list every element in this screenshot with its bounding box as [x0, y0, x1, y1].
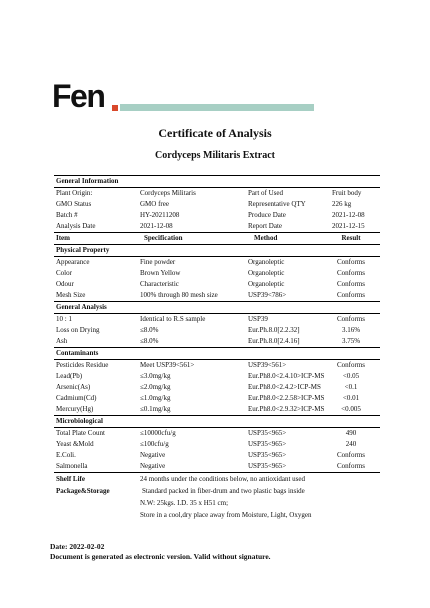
shelf-life-row: [54, 473, 380, 485]
table-row: [54, 393, 380, 404]
table-row: [54, 325, 380, 336]
cell: Organoleptic: [248, 269, 285, 277]
section-heading-text: General Information: [56, 177, 119, 185]
cell: Total Plate Count: [56, 429, 105, 437]
cell: Fine powder: [140, 258, 176, 266]
general-info-row: [54, 199, 380, 210]
cell: Part of Used: [248, 189, 283, 197]
cell: <0.01: [342, 394, 360, 402]
section-heading-text: Microbiological: [56, 417, 103, 425]
cell: GMO free: [140, 200, 169, 208]
cell: Analysis Date: [56, 222, 96, 230]
section-heading-text: Physical Property: [56, 246, 110, 254]
general-info-row: [54, 210, 380, 221]
cell: 2021-12-15: [332, 222, 365, 230]
cell: Identical to R.S sample: [140, 315, 206, 323]
cell: 3.75%: [341, 337, 361, 345]
document-title: Certificate of Analysis: [158, 126, 272, 140]
cell: Conforms: [337, 462, 365, 470]
cell: 2021-12-08: [140, 222, 173, 230]
cell: Appearance: [56, 258, 90, 266]
cell: ≤8.0%: [140, 326, 159, 334]
cell: Eur.Ph8.0<2.4.2>ICP-MS: [248, 383, 321, 391]
cell: 240: [345, 440, 357, 448]
column-header-row: [54, 233, 380, 244]
document-date: Date: 2022-02-02: [50, 542, 105, 551]
cell: Eur.Ph8.0<2.2.58>ICP-MS: [248, 394, 325, 402]
table-row: [54, 461, 380, 472]
cell: ≤1.0mg/kg: [140, 394, 171, 402]
general-info-row: [54, 188, 380, 199]
section-heading: [54, 348, 380, 359]
table-row: [54, 279, 380, 290]
cell: Conforms: [337, 451, 365, 459]
cell: Produce Date: [248, 211, 286, 219]
cell: Mesh Size: [56, 291, 86, 299]
table-row: [54, 257, 380, 268]
cell: Eur.Ph.8.0[2.4.16]: [248, 337, 300, 345]
document-footer: [50, 542, 271, 562]
cell: Conforms: [337, 361, 365, 369]
section-heading-general-information: [54, 176, 380, 187]
cell: Eur.Ph8.0<2.9.32>ICP-MS: [248, 405, 325, 413]
package-line: N.W: 25kgs. I.D. 35 x H51 cm;: [140, 499, 229, 507]
cell: <0.1: [344, 383, 358, 391]
package-storage-row: [54, 509, 380, 521]
cell: Conforms: [337, 315, 365, 323]
cell: Odour: [56, 280, 74, 288]
table-row: [54, 439, 380, 450]
cell: Color: [56, 269, 72, 277]
cell: ≤100cfu/g: [140, 440, 169, 448]
table-row: [54, 382, 380, 393]
cell: ≤0.1mg/kg: [140, 405, 171, 413]
package-storage-label: Package&Storage: [56, 487, 110, 495]
cell: Negative: [140, 462, 166, 470]
column-header-specification: Specification: [144, 234, 183, 242]
cell: 10 : 1: [56, 315, 72, 323]
general-info-rows: [54, 188, 380, 232]
cell: USP35<965>: [248, 451, 287, 459]
cell: Organoleptic: [248, 280, 285, 288]
coa-table: [54, 175, 380, 521]
general-info-row: [54, 221, 380, 232]
section-heading: [54, 245, 380, 256]
table-row: [54, 360, 380, 371]
column-header-result: Result: [341, 234, 361, 242]
cell: Report Date: [248, 222, 283, 230]
cell: Mercury(Hg): [56, 405, 94, 413]
cell: USP39<786>: [248, 291, 287, 299]
cell: Characteristic: [140, 280, 179, 288]
cell: <0.005: [341, 405, 361, 413]
cell: Salmonella: [56, 462, 88, 470]
package-storage-row: [54, 485, 380, 497]
logo-text: Fen: [52, 78, 105, 114]
cell: USP35<965>: [248, 462, 287, 470]
product-name: Cordyceps Militaris Extract: [155, 150, 275, 161]
cell: Conforms: [337, 258, 365, 266]
table-row: [54, 371, 380, 382]
cell: Ash: [56, 337, 68, 345]
shelf-life-label: Shelf Life: [56, 475, 85, 483]
cell: Fruit body: [332, 189, 362, 197]
cell: Yeast &Mold: [56, 440, 94, 448]
table-row: [54, 314, 380, 325]
cell: Plant Origin:: [56, 189, 93, 197]
package-storage-row: [54, 497, 380, 509]
section-heading-text: Contaminants: [56, 349, 99, 357]
cell: Lead(Pb): [56, 372, 83, 380]
cell: Representative QTY: [248, 200, 306, 208]
cell: 2021-12-08: [332, 211, 365, 219]
table-row: [54, 450, 380, 461]
cell: Loss on Drying: [56, 326, 100, 334]
cell: 3.16%: [341, 326, 361, 334]
cell: ≤3.0mg/kg: [140, 372, 171, 380]
validity-note: Document is generated as electronic version. Valid without signature.: [50, 552, 271, 561]
analysis-sections: [54, 245, 380, 473]
cell: 490: [345, 429, 357, 437]
cell: USP39<561>: [248, 361, 287, 369]
table-row: [54, 336, 380, 347]
cell: Cordyceps Militaris: [140, 189, 196, 197]
cell: USP35<965>: [248, 440, 287, 448]
table-row: [54, 290, 380, 301]
shelf-life-text: 24 months under the conditions below, no antioxidant used: [140, 475, 305, 483]
cell: <0.05: [342, 372, 360, 380]
cell: Meet USP39<561>: [140, 361, 195, 369]
logo-accent-dot: [112, 105, 118, 111]
cell: USP35<965>: [248, 429, 287, 437]
cell: Pesticides Residue: [56, 361, 109, 369]
cell: ≤10000cfu/g: [140, 429, 176, 437]
package-line: Standard packed in fiber-drum and two plastic bags inside: [142, 487, 305, 495]
cell: ≤2.0mg/kg: [140, 383, 171, 391]
cell: Batch #: [56, 211, 78, 219]
cell: Arsenic(As): [56, 383, 91, 391]
column-header-method: Method: [254, 234, 278, 242]
table-row: [54, 428, 380, 439]
cell: Eur.Ph.8.0[2.2.32]: [248, 326, 300, 334]
cell: Conforms: [337, 280, 365, 288]
cell: E.Coli.: [56, 451, 76, 459]
cell: 226 kg: [332, 200, 352, 208]
cell: Conforms: [337, 291, 365, 299]
cell: Organoleptic: [248, 258, 285, 266]
cell: Brown Yellow: [140, 269, 181, 277]
column-header-item: Item: [56, 234, 70, 242]
cell: 100% through 80 mesh size: [140, 291, 218, 299]
cell: Cadmium(Cd): [56, 394, 97, 402]
cell: GMO Status: [56, 200, 92, 208]
cell: USP39: [248, 315, 268, 323]
cell: ≤8.0%: [140, 337, 159, 345]
cell: Negative: [140, 451, 166, 459]
section-heading: [54, 302, 380, 313]
logo-accent-bar: [120, 104, 314, 111]
table-row: [54, 404, 380, 415]
package-line: Store in a cool,dry place away from Moisture, Light, Oxygen: [140, 511, 312, 519]
cell: HY-20211208: [140, 211, 180, 219]
cell: Conforms: [337, 269, 365, 277]
section-heading: [54, 416, 380, 427]
cell: Eur.Ph8.0<2.4.10>ICP-MS: [248, 372, 325, 380]
section-heading-text: General Analysis: [56, 303, 107, 311]
table-row: [54, 268, 380, 279]
